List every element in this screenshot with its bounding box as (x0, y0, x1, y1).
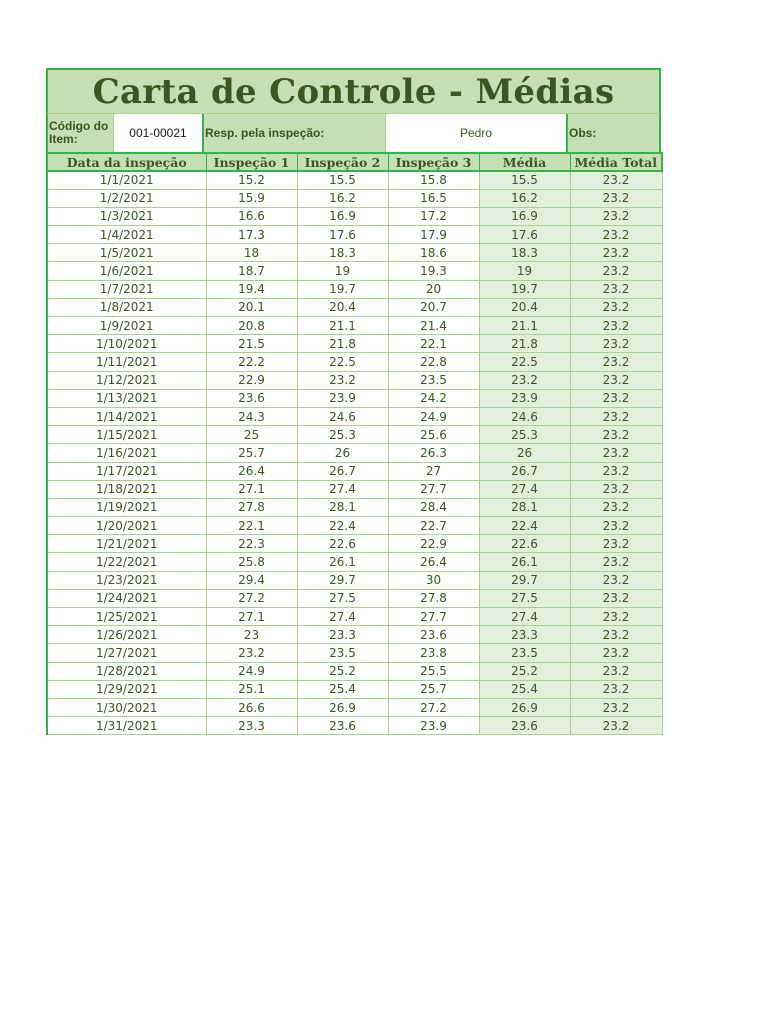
column-header-inspection-1[interactable]: Inspeção 1 (206, 153, 297, 171)
cell-date[interactable]: 1/15/2021 (47, 426, 206, 444)
cell-date[interactable]: 1/22/2021 (47, 553, 206, 571)
cell-mean[interactable]: 26.9 (479, 698, 570, 716)
item-code-label[interactable]: Código do Item: (48, 114, 114, 152)
cell-date[interactable]: 1/11/2021 (47, 353, 206, 371)
cell-total-mean[interactable]: 23.2 (570, 662, 662, 680)
cell-inspection-1[interactable]: 24.9 (206, 662, 297, 680)
control-chart-sheet (46, 68, 661, 735)
cell-inspection-1[interactable]: 15.2 (206, 171, 297, 189)
cell-date[interactable]: 1/21/2021 (47, 535, 206, 553)
cell-date[interactable]: 1/14/2021 (47, 407, 206, 425)
table-row (47, 280, 662, 298)
cell-mean[interactable]: 20.4 (479, 298, 570, 316)
table-row (47, 662, 662, 680)
item-code-value[interactable]: 001-00021 (114, 114, 204, 152)
cell-inspection-2[interactable]: 26.7 (297, 462, 388, 480)
cell-inspection-2[interactable]: 22.5 (297, 353, 388, 371)
table-row (47, 626, 662, 644)
cell-inspection-2[interactable]: 27.4 (297, 608, 388, 626)
cell-inspection-2[interactable]: 23.9 (297, 389, 388, 407)
cell-inspection-3[interactable]: 27.7 (388, 608, 479, 626)
cell-inspection-1[interactable]: 25.1 (206, 680, 297, 698)
page-title: Carta de Controle - Médias (92, 71, 615, 112)
cell-total-mean[interactable]: 23.2 (570, 226, 662, 244)
cell-mean[interactable]: 28.1 (479, 498, 570, 516)
cell-mean[interactable]: 21.8 (479, 335, 570, 353)
cell-inspection-3[interactable]: 22.8 (388, 353, 479, 371)
cell-mean[interactable]: 23.9 (479, 389, 570, 407)
cell-inspection-3[interactable]: 28.4 (388, 498, 479, 516)
cell-inspection-1[interactable]: 16.6 (206, 207, 297, 225)
obs-label[interactable]: Obs: (568, 114, 659, 152)
cell-inspection-1[interactable]: 22.2 (206, 353, 297, 371)
cell-total-mean[interactable]: 23.2 (570, 389, 662, 407)
cell-inspection-2[interactable]: 26.1 (297, 553, 388, 571)
cell-inspection-1[interactable]: 27.1 (206, 480, 297, 498)
cell-date[interactable]: 1/9/2021 (47, 317, 206, 335)
cell-inspection-3[interactable]: 25.6 (388, 426, 479, 444)
table-row (47, 298, 662, 316)
cell-mean[interactable]: 24.6 (479, 407, 570, 425)
cell-inspection-2[interactable]: 16.2 (297, 189, 388, 207)
cell-total-mean[interactable]: 23.2 (570, 353, 662, 371)
cell-date[interactable]: 1/13/2021 (47, 389, 206, 407)
cell-inspection-1[interactable]: 23.2 (206, 644, 297, 662)
title-cell[interactable] (46, 68, 661, 114)
table-row (47, 189, 662, 207)
cell-mean[interactable]: 23.6 (479, 717, 570, 735)
cell-mean[interactable]: 27.5 (479, 589, 570, 607)
inspector-value[interactable]: Pedro (386, 114, 568, 152)
cell-inspection-2[interactable]: 24.6 (297, 407, 388, 425)
cell-total-mean[interactable]: 23.2 (570, 535, 662, 553)
cell-mean[interactable]: 19.7 (479, 280, 570, 298)
cell-date[interactable]: 1/6/2021 (47, 262, 206, 280)
cell-date[interactable]: 1/7/2021 (47, 280, 206, 298)
cell-total-mean[interactable]: 23.2 (570, 717, 662, 735)
cell-mean[interactable]: 17.6 (479, 226, 570, 244)
inspector-label[interactable]: Resp. pela inspeção: (204, 114, 386, 152)
cell-mean[interactable]: 27.4 (479, 608, 570, 626)
cell-mean[interactable]: 23.3 (479, 626, 570, 644)
cell-inspection-3[interactable]: 17.2 (388, 207, 479, 225)
table-row (47, 226, 662, 244)
cell-total-mean[interactable]: 23.2 (570, 589, 662, 607)
cell-mean[interactable]: 16.9 (479, 207, 570, 225)
cell-inspection-1[interactable]: 20.1 (206, 298, 297, 316)
cell-total-mean[interactable]: 23.2 (570, 644, 662, 662)
table-row (47, 371, 662, 389)
cell-total-mean[interactable]: 23.2 (570, 680, 662, 698)
cell-inspection-2[interactable]: 25.4 (297, 680, 388, 698)
table-row (47, 317, 662, 335)
table-row (47, 244, 662, 262)
column-header-mean[interactable]: Média (479, 153, 570, 171)
cell-inspection-1[interactable]: 17.3 (206, 226, 297, 244)
table-row (47, 571, 662, 589)
cell-total-mean[interactable]: 23.2 (570, 207, 662, 225)
cell-inspection-2[interactable]: 27.5 (297, 589, 388, 607)
cell-total-mean[interactable]: 23.2 (570, 189, 662, 207)
cell-inspection-2[interactable]: 16.9 (297, 207, 388, 225)
cell-inspection-3[interactable]: 24.2 (388, 389, 479, 407)
cell-total-mean[interactable]: 23.2 (570, 371, 662, 389)
cell-mean[interactable]: 25.2 (479, 662, 570, 680)
cell-inspection-3[interactable]: 23.6 (388, 626, 479, 644)
cell-inspection-3[interactable]: 20.7 (388, 298, 479, 316)
table-row (47, 717, 662, 735)
cell-inspection-3[interactable]: 25.7 (388, 680, 479, 698)
cell-inspection-3[interactable]: 15.8 (388, 171, 479, 189)
cell-date[interactable]: 1/5/2021 (47, 244, 206, 262)
table-row (47, 535, 662, 553)
table-row (47, 553, 662, 571)
column-header-inspection-3[interactable]: Inspeção 3 (388, 153, 479, 171)
cell-date[interactable]: 1/2/2021 (47, 189, 206, 207)
cell-total-mean[interactable]: 23.2 (570, 498, 662, 516)
cell-total-mean[interactable]: 23.2 (570, 426, 662, 444)
cell-inspection-3[interactable]: 22.9 (388, 535, 479, 553)
cell-inspection-2[interactable]: 19 (297, 262, 388, 280)
cell-date[interactable]: 1/20/2021 (47, 517, 206, 535)
cell-inspection-2[interactable]: 15.5 (297, 171, 388, 189)
table-row (47, 462, 662, 480)
column-header-date[interactable]: Data da inspeção (47, 153, 206, 171)
cell-inspection-1[interactable]: 19.4 (206, 280, 297, 298)
cell-total-mean[interactable]: 23.2 (570, 407, 662, 425)
cell-inspection-2[interactable]: 18.3 (297, 244, 388, 262)
cell-inspection-3[interactable]: 27.2 (388, 698, 479, 716)
cell-mean[interactable]: 22.5 (479, 353, 570, 371)
table-row (47, 407, 662, 425)
cell-inspection-2[interactable]: 17.6 (297, 226, 388, 244)
cell-total-mean[interactable]: 23.2 (570, 244, 662, 262)
cell-inspection-2[interactable]: 26 (297, 444, 388, 462)
cell-inspection-1[interactable]: 27.2 (206, 589, 297, 607)
cell-inspection-1[interactable]: 26.6 (206, 698, 297, 716)
cell-mean[interactable]: 23.2 (479, 371, 570, 389)
cell-inspection-2[interactable]: 23.3 (297, 626, 388, 644)
cell-inspection-2[interactable]: 25.2 (297, 662, 388, 680)
cell-mean[interactable]: 25.4 (479, 680, 570, 698)
cell-date[interactable]: 1/26/2021 (47, 626, 206, 644)
cell-date[interactable]: 1/28/2021 (47, 662, 206, 680)
cell-inspection-3[interactable]: 30 (388, 571, 479, 589)
cell-inspection-2[interactable]: 23.2 (297, 371, 388, 389)
cell-date[interactable]: 1/1/2021 (47, 171, 206, 189)
cell-mean[interactable]: 26 (479, 444, 570, 462)
table-row (47, 517, 662, 535)
cell-inspection-1[interactable]: 24.3 (206, 407, 297, 425)
cell-inspection-3[interactable]: 23.5 (388, 371, 479, 389)
cell-mean[interactable]: 19 (479, 262, 570, 280)
table-row (47, 335, 662, 353)
cell-inspection-2[interactable]: 23.5 (297, 644, 388, 662)
cell-date[interactable]: 1/4/2021 (47, 226, 206, 244)
cell-inspection-1[interactable]: 27.1 (206, 608, 297, 626)
cell-inspection-3[interactable]: 23.8 (388, 644, 479, 662)
cell-inspection-1[interactable]: 20.8 (206, 317, 297, 335)
cell-mean[interactable]: 26.1 (479, 553, 570, 571)
table-row (47, 207, 662, 225)
cell-total-mean[interactable]: 23.2 (570, 317, 662, 335)
cell-inspection-2[interactable]: 21.8 (297, 335, 388, 353)
cell-inspection-3[interactable]: 17.9 (388, 226, 479, 244)
cell-inspection-1[interactable]: 15.9 (206, 189, 297, 207)
cell-total-mean[interactable]: 23.2 (570, 517, 662, 535)
cell-mean[interactable]: 22.4 (479, 517, 570, 535)
cell-inspection-1[interactable]: 18.7 (206, 262, 297, 280)
cell-mean[interactable]: 25.3 (479, 426, 570, 444)
cell-total-mean[interactable]: 23.2 (570, 571, 662, 589)
table-row (47, 608, 662, 626)
column-header-total-mean[interactable]: Média Total (570, 153, 662, 171)
cell-inspection-1[interactable]: 22.3 (206, 535, 297, 553)
cell-total-mean[interactable]: 23.2 (570, 280, 662, 298)
cell-date[interactable]: 1/30/2021 (47, 698, 206, 716)
cell-inspection-1[interactable]: 23 (206, 626, 297, 644)
cell-inspection-3[interactable]: 18.6 (388, 244, 479, 262)
cell-inspection-2[interactable]: 20.4 (297, 298, 388, 316)
cell-mean[interactable]: 18.3 (479, 244, 570, 262)
cell-inspection-2[interactable]: 26.9 (297, 698, 388, 716)
cell-inspection-3[interactable]: 24.9 (388, 407, 479, 425)
cell-total-mean[interactable]: 23.2 (570, 298, 662, 316)
cell-inspection-3[interactable]: 25.5 (388, 662, 479, 680)
cell-inspection-1[interactable]: 25.7 (206, 444, 297, 462)
cell-date[interactable]: 1/8/2021 (47, 298, 206, 316)
cell-total-mean[interactable]: 23.2 (570, 608, 662, 626)
cell-total-mean[interactable]: 23.2 (570, 444, 662, 462)
cell-inspection-1[interactable]: 26.4 (206, 462, 297, 480)
table-row (47, 171, 662, 189)
table-row (47, 389, 662, 407)
cell-inspection-1[interactable]: 25.8 (206, 553, 297, 571)
cell-inspection-1[interactable]: 23.6 (206, 389, 297, 407)
info-row (46, 114, 661, 152)
cell-total-mean[interactable]: 23.2 (570, 698, 662, 716)
cell-date[interactable]: 1/3/2021 (47, 207, 206, 225)
cell-total-mean[interactable]: 23.2 (570, 553, 662, 571)
cell-inspection-2[interactable]: 23.6 (297, 717, 388, 735)
column-header-inspection-2[interactable]: Inspeção 2 (297, 153, 388, 171)
cell-inspection-1[interactable]: 22.1 (206, 517, 297, 535)
table-header-row (47, 153, 662, 171)
cell-inspection-2[interactable]: 22.4 (297, 517, 388, 535)
table-row (47, 353, 662, 371)
cell-date[interactable]: 1/10/2021 (47, 335, 206, 353)
table-row (47, 680, 662, 698)
table-row (47, 589, 662, 607)
inspection-table (46, 152, 663, 735)
cell-mean[interactable]: 16.2 (479, 189, 570, 207)
cell-inspection-3[interactable]: 22.7 (388, 517, 479, 535)
cell-inspection-3[interactable]: 19.3 (388, 262, 479, 280)
cell-inspection-3[interactable]: 16.5 (388, 189, 479, 207)
cell-date[interactable]: 1/16/2021 (47, 444, 206, 462)
cell-mean[interactable]: 22.6 (479, 535, 570, 553)
cell-total-mean[interactable]: 23.2 (570, 262, 662, 280)
cell-inspection-3[interactable]: 23.9 (388, 717, 479, 735)
cell-total-mean[interactable]: 23.2 (570, 171, 662, 189)
table-row (47, 498, 662, 516)
cell-inspection-1[interactable]: 23.3 (206, 717, 297, 735)
cell-date[interactable]: 1/31/2021 (47, 717, 206, 735)
cell-date[interactable]: 1/24/2021 (47, 589, 206, 607)
cell-inspection-3[interactable]: 27 (388, 462, 479, 480)
cell-total-mean[interactable]: 23.2 (570, 462, 662, 480)
cell-date[interactable]: 1/23/2021 (47, 571, 206, 589)
cell-inspection-2[interactable]: 22.6 (297, 535, 388, 553)
cell-total-mean[interactable]: 23.2 (570, 480, 662, 498)
cell-mean[interactable]: 23.5 (479, 644, 570, 662)
cell-inspection-1[interactable]: 18 (206, 244, 297, 262)
cell-mean[interactable]: 15.5 (479, 171, 570, 189)
cell-inspection-1[interactable]: 25 (206, 426, 297, 444)
cell-date[interactable]: 1/18/2021 (47, 480, 206, 498)
cell-mean[interactable]: 21.1 (479, 317, 570, 335)
table-row (47, 262, 662, 280)
cell-mean[interactable]: 29.7 (479, 571, 570, 589)
cell-date[interactable]: 1/17/2021 (47, 462, 206, 480)
cell-inspection-1[interactable]: 22.9 (206, 371, 297, 389)
cell-inspection-1[interactable]: 21.5 (206, 335, 297, 353)
cell-date[interactable]: 1/29/2021 (47, 680, 206, 698)
cell-total-mean[interactable]: 23.2 (570, 335, 662, 353)
cell-inspection-2[interactable]: 27.4 (297, 480, 388, 498)
table-row (47, 426, 662, 444)
cell-date[interactable]: 1/12/2021 (47, 371, 206, 389)
table-row (47, 698, 662, 716)
cell-inspection-3[interactable]: 26.4 (388, 553, 479, 571)
cell-date[interactable]: 1/27/2021 (47, 644, 206, 662)
cell-mean[interactable]: 27.4 (479, 480, 570, 498)
table-row (47, 644, 662, 662)
cell-inspection-2[interactable]: 25.3 (297, 426, 388, 444)
cell-inspection-2[interactable]: 21.1 (297, 317, 388, 335)
cell-mean[interactable]: 26.7 (479, 462, 570, 480)
cell-inspection-3[interactable]: 21.4 (388, 317, 479, 335)
cell-inspection-3[interactable]: 20 (388, 280, 479, 298)
cell-inspection-1[interactable]: 29.4 (206, 571, 297, 589)
cell-inspection-1[interactable]: 27.8 (206, 498, 297, 516)
cell-inspection-2[interactable]: 28.1 (297, 498, 388, 516)
cell-inspection-3[interactable]: 27.7 (388, 480, 479, 498)
cell-inspection-2[interactable]: 29.7 (297, 571, 388, 589)
table-row (47, 444, 662, 462)
cell-total-mean[interactable]: 23.2 (570, 626, 662, 644)
table-row (47, 480, 662, 498)
cell-date[interactable]: 1/25/2021 (47, 608, 206, 626)
cell-inspection-3[interactable]: 26.3 (388, 444, 479, 462)
cell-inspection-3[interactable]: 22.1 (388, 335, 479, 353)
cell-inspection-3[interactable]: 27.8 (388, 589, 479, 607)
cell-inspection-2[interactable]: 19.7 (297, 280, 388, 298)
cell-date[interactable]: 1/19/2021 (47, 498, 206, 516)
table-body (47, 171, 662, 735)
